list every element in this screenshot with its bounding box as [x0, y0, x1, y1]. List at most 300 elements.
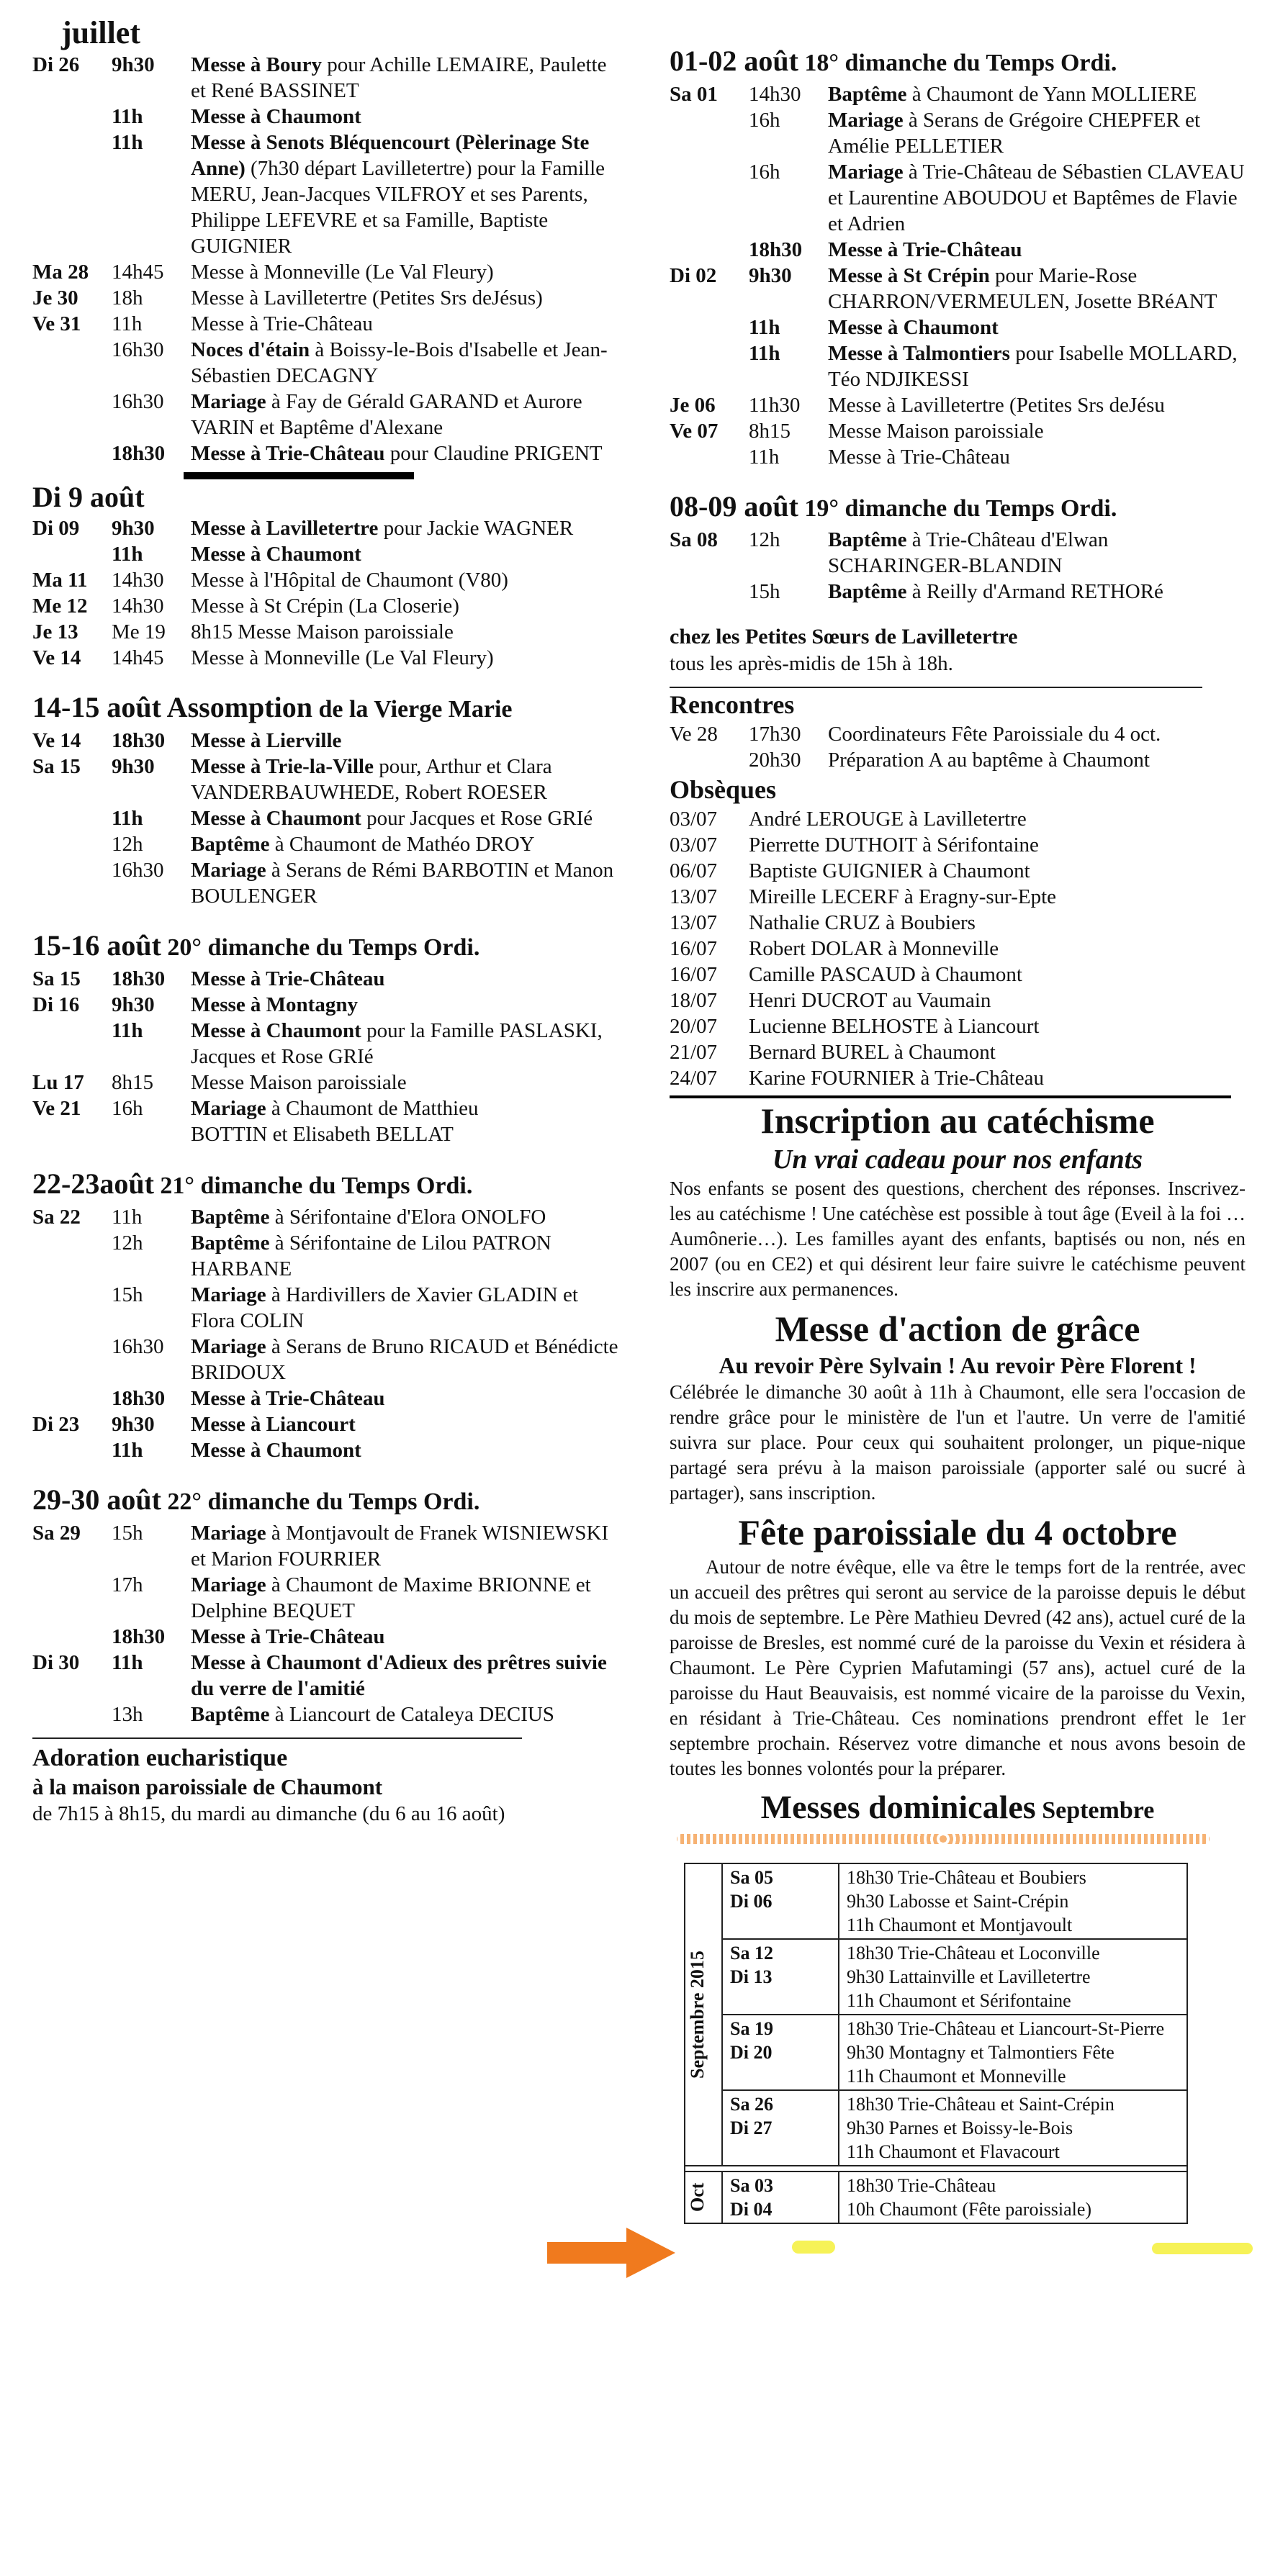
row-detail: à Hardivillers de Xavier GLADIN et Flora COLIN — [191, 1283, 578, 1332]
rencontre-row — [670, 721, 1246, 747]
row-time: 15h — [112, 1522, 143, 1545]
row-day — [32, 104, 112, 130]
row-day: Je 06 — [670, 394, 716, 417]
section-dim18 — [670, 43, 1246, 470]
schedule-row — [32, 1070, 623, 1095]
row-text — [191, 389, 623, 440]
row-text — [191, 1650, 623, 1701]
schedule-row — [32, 1018, 623, 1070]
row-day: Ve 07 — [670, 420, 719, 443]
masses-cell — [839, 2171, 1187, 2223]
row-time: 18h30 — [112, 1625, 166, 1648]
action-text: Célébrée le dimanche 30 août à 11h à Chaumont, elle sera l'occasion de rendre grâce pour le ministère de l'un et l'autre. Un verre de l'amitié suivra sur place. Pour ceux qui souhaitent prolonger, un pique-nique partagé sera prévu à la maison paroissiale (apporter salé ou sucré à partager), sans inscription. — [670, 1381, 1246, 1504]
section-aout9 — [32, 479, 623, 671]
row-detail: à Serans de Rémi BARBOTIN et Manon BOULENGER — [191, 859, 614, 908]
row-detail: 8h15 Messe Maison paroissiale — [191, 620, 454, 643]
row-detail: à Serans de Bruno RICAUD et Bénédicte BRIDOUX — [191, 1335, 618, 1384]
row-time: 14h30 — [112, 595, 164, 618]
arrow-icon — [547, 2228, 677, 2278]
day-label: Sa 05 — [730, 1867, 773, 1888]
row-highlight: Messe à Liancourt — [191, 1413, 356, 1436]
row-text — [191, 104, 623, 130]
table-row — [685, 2171, 1187, 2223]
row-text — [191, 1411, 623, 1437]
row-day: Ma 11 — [32, 569, 88, 592]
row-detail: à Fay de Gérald GARAND et Aurore VARIN et Baptême d'Alexane — [191, 390, 582, 439]
spacer — [685, 2166, 1187, 2171]
row-time: 12h — [749, 528, 780, 551]
row-highlight: Messe à Chaumont — [191, 543, 361, 566]
schedule-row — [32, 130, 623, 259]
row-highlight: Mariage — [191, 1573, 266, 1596]
row-time: 18h30 — [112, 967, 166, 990]
obseque-row — [670, 988, 1246, 1013]
obseque-row — [670, 832, 1246, 858]
row-detail: pour Isabelle MOLLARD, Téo NDJIKESSI — [828, 342, 1238, 391]
rencontres-title: Rencontres — [670, 690, 795, 719]
row-name: Karine FOURNIER à Trie-Château — [749, 1067, 1044, 1090]
schedule-row — [32, 1386, 623, 1411]
row-detail: à Reilly d'Armand RETHORé — [906, 580, 1163, 603]
mass-line: 18h30 Trie-Château et Liancourt-St-Pierre — [847, 2018, 1165, 2039]
section-fete — [670, 1510, 1246, 1781]
row-highlight: Mariage — [191, 1335, 266, 1358]
row-name: Lucienne BELHOSTE à Liancourt — [749, 1015, 1040, 1038]
section-title-main: 08-09 août — [670, 490, 798, 523]
row-time: 12h — [112, 833, 143, 856]
row-name: Bernard BUREL à Chaumont — [749, 1041, 996, 1064]
schedule-row — [32, 1334, 623, 1386]
row-detail: Messe à Trie-Château — [191, 312, 373, 335]
schedule-row — [32, 1121, 623, 1147]
row-text — [191, 311, 623, 337]
row-day — [32, 1282, 112, 1334]
row-text: Coordinateurs Fête Paroissiale du 4 oct. — [828, 723, 1161, 746]
section-catechisme — [670, 1098, 1246, 1302]
row-text — [191, 440, 623, 466]
rencontre-row — [670, 747, 1246, 773]
month-label: Septembre 2015 — [685, 1863, 722, 2166]
row-day — [670, 444, 749, 470]
right-column — [670, 0, 1246, 2224]
row-date: 21/07 — [670, 1041, 718, 1064]
row-highlight: Baptême — [828, 580, 907, 603]
masses-cell — [839, 2015, 1187, 2090]
row-name: Robert DOLAR à Monneville — [749, 937, 999, 960]
section-dim22 — [32, 1482, 623, 1727]
row-day — [32, 857, 112, 909]
row-detail: (7h30 départ Lavilletertre) pour la Famille MERU, Jean-Jacques VILFROY et ses Parents, Philippe LEFEVRE et sa Famille, Baptiste GUIGNIER — [191, 157, 605, 258]
row-highlight: Baptême — [191, 1703, 270, 1726]
row-day: Sa 29 — [32, 1522, 81, 1545]
row-time: 9h30 — [112, 517, 155, 540]
row-day — [670, 747, 749, 773]
row-day — [32, 1230, 112, 1282]
row-time: 11h — [749, 342, 780, 365]
row-time: 9h30 — [112, 53, 155, 76]
days-cell — [722, 1939, 839, 2015]
row-highlight: Messe à Chaumont — [191, 105, 361, 128]
section-title — [670, 489, 1246, 527]
day-label: Di 27 — [730, 2118, 773, 2138]
row-time: 12h — [112, 1231, 143, 1255]
section-dominicales — [670, 1789, 1246, 2224]
row-text — [191, 1018, 623, 1070]
row-text — [828, 392, 1246, 418]
day-label: Di 04 — [730, 2199, 773, 2220]
row-time: 11h — [112, 1651, 143, 1674]
schedule-row — [670, 418, 1246, 444]
row-highlight: Messe à Trie-Château — [191, 1625, 385, 1648]
row-highlight: Baptême — [828, 83, 907, 106]
row-time: 18h30 — [112, 729, 166, 752]
row-name: Mireille LECERF à Eragny-sur-Epte — [749, 885, 1057, 908]
section-dim20 — [32, 928, 623, 1147]
table-row — [685, 1863, 1187, 1939]
row-name: Camille PASCAUD à Chaumont — [749, 963, 1022, 986]
section-obseques — [670, 773, 1246, 1091]
highlight-mark — [1152, 2243, 1253, 2254]
row-detail: Messe Maison paroissiale — [191, 1071, 407, 1094]
row-text — [191, 831, 623, 857]
schedule-list — [32, 1520, 623, 1727]
row-text — [191, 1572, 623, 1624]
divider — [32, 1737, 522, 1739]
schedule-row — [32, 52, 623, 104]
row-day — [32, 1437, 112, 1463]
row-detail: à Chaumont de Matthieu — [266, 1097, 479, 1120]
schedule-row — [32, 645, 623, 671]
row-day — [32, 130, 112, 259]
row-time: 11h — [112, 131, 143, 154]
row-time: 14h45 — [112, 646, 164, 669]
row-text — [828, 579, 1246, 605]
row-day — [32, 440, 112, 466]
row-time: 16h30 — [112, 1335, 164, 1358]
row-highlight: Mariage — [191, 1522, 266, 1545]
row-date: 20/07 — [670, 1015, 718, 1038]
mass-line: 11h Chaumont et Monneville — [847, 2066, 1066, 2087]
row-day: Sa 22 — [32, 1206, 81, 1229]
section-rencontres — [670, 688, 1246, 773]
row-time: 15h — [112, 1283, 143, 1306]
days-cell — [722, 2015, 839, 2090]
row-text — [191, 857, 623, 909]
row-text — [191, 567, 623, 593]
row-detail: à Chaumont de Yann MOLLIERE — [906, 83, 1197, 106]
row-date: 13/07 — [670, 885, 718, 908]
row-text — [191, 1095, 623, 1121]
row-text: Préparation A au baptême à Chaumont — [828, 749, 1150, 772]
month-label: Oct — [685, 2171, 722, 2223]
highlight-mark — [792, 2241, 835, 2254]
table-row — [685, 2090, 1187, 2166]
row-day — [670, 315, 749, 340]
section-title — [32, 690, 623, 728]
row-text — [191, 1624, 623, 1650]
row-day: Di 09 — [32, 517, 80, 540]
row-highlight: Messe à Chaumont — [191, 1019, 361, 1042]
row-text — [191, 645, 623, 671]
row-detail: à Trie-Château d'Elwan SCHARINGER-BLANDIN — [828, 528, 1109, 577]
schedule-list — [32, 1204, 623, 1463]
row-text — [191, 52, 623, 104]
row-time: 11h — [112, 105, 143, 128]
row-name: Pierrette DUTHOIT à Sérifontaine — [749, 833, 1039, 857]
row-text — [191, 992, 623, 1018]
row-detail: Messe à St Crépin (La Closerie) — [191, 595, 459, 618]
row-date: 03/07 — [670, 808, 718, 831]
row-time: 16h — [112, 1097, 143, 1120]
row-day — [670, 237, 749, 263]
row-detail: pour Marie-Rose CHARRON/VERMEULEN, Josette BRéANT — [828, 264, 1217, 313]
row-time: 9h30 — [749, 264, 792, 287]
schedule-row — [32, 754, 623, 805]
row-date: 18/07 — [670, 989, 718, 1012]
day-label: Di 20 — [730, 2042, 773, 2063]
row-day: Sa 15 — [32, 755, 81, 778]
row-text — [191, 1121, 623, 1147]
row-date: 16/07 — [670, 963, 718, 986]
schedule-table — [684, 1863, 1188, 2224]
row-detail: Messe à Monneville (Le Val Fleury) — [191, 646, 494, 669]
row-detail: à Chaumont de Mathéo DROY — [269, 833, 535, 856]
row-time: 18h — [112, 286, 143, 309]
row-time: 11h — [749, 446, 780, 469]
row-day — [32, 1701, 112, 1727]
section-subtitle: de la Vierge Marie — [312, 696, 513, 723]
mass-line: 9h30 Montagny et Talmontiers Fête — [847, 2042, 1114, 2063]
divider — [184, 472, 414, 479]
row-detail: à Trie-Château de Sébastien CLAVEAU et Laurentine ABOUDOU et Baptêmes de Flavie et Adrien — [828, 161, 1245, 235]
schedule-list — [32, 966, 623, 1147]
row-highlight: Messe à Chaumont d'Adieux des prêtres suivie du verre de l'amitié — [191, 1651, 607, 1700]
section-title: Di 9 août — [32, 481, 145, 513]
row-time: 11h — [112, 543, 143, 566]
schedule-row — [670, 527, 1246, 579]
row-time: 16h30 — [112, 338, 164, 361]
table-row — [685, 1939, 1187, 2015]
row-day: Je 30 — [32, 286, 78, 309]
schedule-row — [670, 444, 1246, 470]
row-text — [191, 805, 623, 831]
row-detail: pour Claudine PRIGENT — [384, 442, 603, 465]
row-highlight: Messe à Chaumont — [828, 316, 999, 339]
row-text — [828, 159, 1246, 237]
row-time: 16h30 — [112, 859, 164, 882]
row-date: 06/07 — [670, 859, 718, 882]
row-highlight: Messe à Boury — [191, 53, 323, 76]
mass-line: 9h30 Parnes et Boissy-le-Bois — [847, 2118, 1073, 2138]
row-time: 8h15 — [749, 420, 791, 443]
row-day — [32, 831, 112, 857]
row-time: 8h15 — [112, 1071, 153, 1094]
row-time: 13h — [112, 1703, 143, 1726]
day-label: Sa 26 — [730, 2094, 773, 2115]
rencontres-list — [670, 721, 1246, 773]
schedule-row — [670, 107, 1246, 159]
row-day: Lu 17 — [32, 1071, 84, 1094]
schedule-row — [32, 1204, 623, 1230]
schedule-row — [32, 1650, 623, 1701]
adoration-subtitle: à la maison paroissiale de Chaumont — [32, 1774, 383, 1799]
row-time: 16h — [749, 161, 780, 184]
row-time: 11h — [112, 312, 143, 335]
row-detail: à Chaumont de Maxime BRIONNE et Delphine BEQUET — [191, 1573, 591, 1622]
row-text — [828, 107, 1246, 159]
row-detail: Messe à Lavilletertre (Petites Srs deJésus) — [191, 286, 543, 309]
row-text — [191, 1520, 623, 1572]
schedule-row — [670, 340, 1246, 392]
row-day: Di 02 — [670, 264, 717, 287]
row-highlight: Messe à Talmontiers — [828, 342, 1010, 365]
row-day: Di 16 — [32, 993, 80, 1016]
action-subtitle: Au revoir Père Sylvain ! Au revoir Père Florent ! — [719, 1352, 1197, 1378]
row-highlight: Baptême — [191, 1206, 270, 1229]
schedule-row — [32, 104, 623, 130]
schedule-row — [32, 1282, 623, 1334]
section-subtitle: 20° dimanche du Temps Ordi. — [161, 934, 480, 961]
row-text — [191, 541, 623, 567]
obseque-row — [670, 936, 1246, 962]
row-day: Sa 08 — [670, 528, 718, 551]
row-detail: Messe à Trie-Château — [828, 446, 1010, 469]
day-label: Sa 19 — [730, 2018, 773, 2039]
fete-text: Autour de notre évêque, elle va être le temps fort de la rentrée, avec un accueil des prêtres qui seront au service de la paroisse depuis le début du mois de septembre. Le Père Mathieu Devred (42 ans), actuel curé de la paroisse de Bresles, est nommé curé de la paroisse du Vexin et résidera à Chaumont. Le Père Cyprien Mafutamingi (57 ans), actuel curé de la paroisse du Haut Beauvaisis, est nommé vicaire de la paroisse du Vexin, en résidant à Trie-Château. Ces nominations prendront effet le 1er septembre prochain. Réservez votre dimanche et nous avons besoin de toutes les bonnes volontés pour la préparer. — [670, 1556, 1246, 1779]
row-text — [191, 1282, 623, 1334]
obseques-list — [670, 806, 1246, 1091]
schedule-row — [32, 1624, 623, 1650]
row-text — [828, 315, 1246, 340]
schedule-list — [32, 728, 623, 909]
row-detail: Messe Maison paroissiale — [828, 420, 1044, 443]
day-label: Di 13 — [730, 1966, 773, 1987]
row-time: 14h45 — [112, 261, 164, 284]
schedule-row — [32, 567, 623, 593]
schedule-row — [32, 440, 623, 466]
schedule-row — [32, 259, 623, 285]
row-detail: à Montjavoult de Franek WISNIEWSKI et Marion FOURRIER — [191, 1522, 609, 1571]
row-detail: à Boissy-le-Bois d'Isabelle et Jean-Sébastien DECAGNY — [191, 338, 608, 387]
section-title-main: 14-15 août Assomption — [32, 691, 312, 723]
section-dim19 — [670, 489, 1246, 605]
row-detail: BOTTIN et Elisabeth BELLAT — [191, 1123, 454, 1146]
row-highlight: Messe à Chaumont — [191, 807, 361, 830]
row-day — [32, 805, 112, 831]
row-day: Sa 15 — [32, 967, 81, 990]
day-label: Sa 03 — [730, 2175, 773, 2196]
row-highlight: Messe à Montagny — [191, 993, 358, 1016]
row-highlight: Messe à Trie-la-Ville — [191, 755, 374, 778]
schedule-list — [32, 515, 623, 671]
row-text — [191, 754, 623, 805]
row-day: Ve 31 — [32, 312, 81, 335]
schedule-row — [670, 81, 1246, 107]
row-detail: Messe à Lavilletertre (Petites Srs deJésu — [828, 394, 1165, 417]
row-text — [191, 1230, 623, 1282]
obseque-row — [670, 1013, 1246, 1039]
row-day: Di 23 — [32, 1413, 80, 1436]
row-day — [670, 107, 749, 159]
row-time: 11h — [112, 807, 143, 830]
section-subtitle: 22° dimanche du Temps Ordi. — [161, 1488, 480, 1515]
section-title-main: 01-02 août — [670, 45, 798, 77]
section-title-main: 29-30 août — [32, 1483, 161, 1516]
row-day — [32, 1572, 112, 1624]
schedule-row — [32, 805, 623, 831]
obseque-row — [670, 962, 1246, 988]
section-soeurs — [670, 623, 1246, 677]
row-highlight: Baptême — [191, 1231, 270, 1255]
row-time: Me 19 — [112, 620, 166, 643]
schedule-row — [670, 315, 1246, 340]
section-dim21 — [32, 1166, 623, 1463]
schedule-row — [32, 1520, 623, 1572]
dominicales-title-main: Messes dominicales — [760, 1789, 1036, 1825]
row-day — [32, 389, 112, 440]
row-highlight: Mariage — [828, 109, 904, 132]
schedule-row — [670, 392, 1246, 418]
obseque-row — [670, 1065, 1246, 1091]
row-text — [828, 527, 1246, 579]
row-date: 13/07 — [670, 911, 718, 934]
row-day — [32, 1386, 112, 1411]
schedule-row — [32, 728, 623, 754]
row-highlight: Baptême — [828, 528, 907, 551]
mass-line: 18h30 Trie-Château et Saint-Crépin — [847, 2094, 1114, 2115]
row-time: 11h30 — [749, 394, 801, 417]
schedule-list — [32, 52, 623, 466]
row-name: Baptiste GUIGNIER à Chaumont — [749, 859, 1030, 882]
row-day — [32, 337, 112, 389]
row-day: Ma 28 — [32, 261, 89, 284]
row-text — [191, 1334, 623, 1386]
row-time — [112, 1121, 191, 1147]
masses-cell — [839, 1863, 1187, 1939]
row-text — [828, 444, 1246, 470]
schedule-row — [32, 857, 623, 909]
row-detail: à Sérifontaine de Lilou PATRON HARBANE — [191, 1231, 551, 1280]
row-text — [191, 259, 623, 285]
row-highlight: Messe à Trie-Château — [191, 442, 385, 465]
schedule-row — [32, 285, 623, 311]
row-day — [32, 1018, 112, 1070]
adoration-title: Adoration eucharistique — [32, 1745, 288, 1771]
schedule-row — [32, 593, 623, 619]
mass-line: 11h Chaumont et Montjavoult — [847, 1915, 1073, 1935]
row-highlight: Messe à Lierville — [191, 729, 342, 752]
section-subtitle: 19° dimanche du Temps Ordi. — [798, 495, 1117, 522]
row-highlight: Mariage — [828, 161, 904, 184]
row-text — [191, 285, 623, 311]
schedule-row — [32, 311, 623, 337]
row-detail: à Liancourt de Cataleya DECIUS — [269, 1703, 554, 1726]
row-day — [32, 541, 112, 567]
row-time: 18h30 — [749, 238, 803, 261]
schedule-row — [32, 1095, 623, 1121]
row-time: 18h30 — [112, 1387, 166, 1410]
highlight-squiggle — [677, 1834, 1210, 1844]
row-detail: Messe à l'Hôpital de Chaumont (V80) — [191, 569, 508, 592]
row-time: 16h — [749, 109, 780, 132]
mass-line: 11h Chaumont et Sérifontaine — [847, 1990, 1071, 2011]
schedule-row — [670, 579, 1246, 605]
day-label: Sa 12 — [730, 1943, 773, 1963]
schedule-row — [32, 389, 623, 440]
row-time: 15h — [749, 580, 780, 603]
table-row — [685, 2015, 1187, 2090]
schedule-row — [670, 237, 1246, 263]
